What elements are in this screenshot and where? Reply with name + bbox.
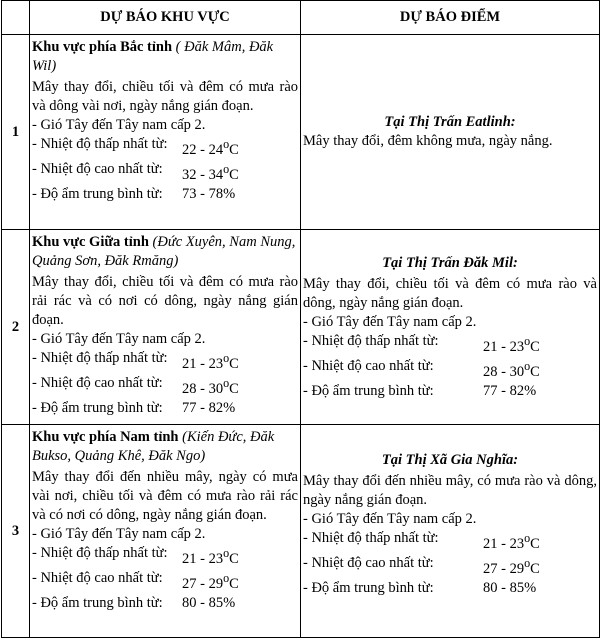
region-places: (Đức Xuyên, Nam Nung, Quảng Sơn, Đăk Rmăng) [32,234,296,269]
row-number: 3 [2,425,30,638]
humidity-label: - Độ ẩm trung bình từ: [303,579,434,596]
region-tmin [32,349,298,374]
region-tmin [32,544,298,569]
tmin-label: - Nhiệt độ thấp nhất từ: [303,333,439,349]
region-tmax [32,374,298,399]
point-humidity [303,579,597,598]
row-number: 1 [2,35,30,230]
humidity-label: - Độ ẩm trung bình từ: [32,594,163,611]
region-name: Khu vực phía Nam tỉnh [32,429,179,445]
table-row [2,425,600,638]
humidity-value: 77 - 82% [483,382,537,399]
region-wind: - Gió Tây đến Tây nam cấp 2. [32,117,206,133]
point-description: Mây thay đổi đến nhiều mây, có mưa rào và dông, ngày nắng gián đoạn. [303,473,597,508]
header-row [2,1,600,35]
tmax-label: - Nhiệt độ cao nhất từ: [32,569,163,586]
point-tmax [303,357,597,382]
tmax-value: 28 - 30$^o$C [483,358,540,380]
region-title [32,230,298,271]
humidity-value: 77 - 82% [182,399,236,416]
region-cell [30,35,301,230]
row-number: 2 [2,230,30,425]
tmax-label: - Nhiệt độ cao nhất từ: [303,554,434,571]
point-wind: - Gió Tây đến Tây nam cấp 2. [303,314,477,330]
tmin-value: 22 - 24$^o$C [182,137,239,158]
tmin-label: - Nhiệt độ thấp nhất từ: [32,136,168,152]
tmin-label: - Nhiệt độ thấp nhất từ: [32,350,168,366]
region-humidity [32,594,298,613]
header-region: DỰ BÁO KHU VỰC [30,1,301,35]
humidity-label: - Độ ẩm trung bình từ: [303,382,434,399]
point-tmax [303,554,597,579]
point-tmin [303,332,597,357]
point-description: Mây thay đổi, chiều tối và đêm có mưa rào và dông, ngày nắng gián đoạn. [303,276,597,311]
tmax-value: 32 - 34$^o$C [182,161,239,183]
tmin-value: 21 - 23$^o$C [483,531,540,552]
point-wind: - Gió Tây đến Tây nam cấp 2. [303,511,477,527]
region-title [32,425,298,466]
tmax-label: - Nhiệt độ cao nhất từ: [32,160,163,177]
point-description: Mây thay đổi, đêm không mưa, ngày nắng. [303,133,553,149]
point-tmin [303,529,597,554]
region-description: Mây thay đổi, chiều tối và đêm có mưa rào và dông vài nơi, ngày nắng gián đoạn. [32,79,298,114]
region-name: Khu vực Giữa tỉnh [32,234,149,250]
point-cell [301,425,600,638]
region-description: Mây thay đổi, chiều tối và đêm có mưa rào rải rác và có nơi có dông, ngày nắng gián đoạn. [32,274,298,328]
humidity-label: - Độ ẩm trung bình từ: [32,185,163,202]
humidity-label: - Độ ẩm trung bình từ: [32,399,163,416]
point-cell [301,35,600,230]
forecast-table [1,0,600,638]
region-places: ( Đăk Mâm, Đăk Wil) [32,39,274,74]
tmax-label: - Nhiệt độ cao nhất từ: [303,357,434,374]
tmax-value: 27 - 29$^o$C [182,570,239,592]
tmin-label: - Nhiệt độ thấp nhất từ: [32,545,168,561]
point-humidity [303,382,597,401]
table-row [2,230,600,425]
humidity-value: 80 - 85% [182,594,236,611]
region-wind: - Gió Tây đến Tây nam cấp 2. [32,526,206,542]
header-num-cell [2,1,30,35]
header-point: DỰ BÁO ĐIỂM [301,1,600,35]
region-places: (Kiến Đức, Đăk Bukso, Quảng Khê, Đăk Ngo) [32,429,275,464]
point-title: Tại Thị Xã Gia Nghĩa: [381,452,519,468]
region-description: Mây thay đổi đến nhiều mây, ngày có mưa vài nơi, chiều tối và đêm có mưa rào rải rác và có nơi có dông, ngày nắng gián đoạn. [32,469,298,523]
region-humidity [32,185,298,204]
tmax-value: 28 - 30$^o$C [182,375,239,397]
humidity-value: 80 - 85% [483,579,537,596]
point-title: Tại Thị Trấn Eatlinh: [384,114,516,130]
region-humidity [32,399,298,418]
point-title: Tại Thị Trấn Đăk Mil: [382,255,518,271]
region-name: Khu vực phía Bắc tỉnh [32,39,173,55]
region-tmax [32,160,298,185]
tmin-label: - Nhiệt độ thấp nhất từ: [303,530,439,546]
tmin-value: 21 - 23$^o$C [182,546,239,567]
region-tmin [32,135,298,160]
region-title [32,35,298,76]
region-wind: - Gió Tây đến Tây nam cấp 2. [32,331,206,347]
point-cell [301,230,600,425]
humidity-value: 73 - 78% [182,185,236,202]
region-cell [30,425,301,638]
region-cell [30,230,301,425]
tmax-label: - Nhiệt độ cao nhất từ: [32,374,163,391]
tmin-value: 21 - 23$^o$C [483,334,540,355]
tmin-value: 21 - 23$^o$C [182,351,239,372]
table-row [2,35,600,230]
region-tmax [32,569,298,594]
tmax-value: 27 - 29$^o$C [483,555,540,577]
